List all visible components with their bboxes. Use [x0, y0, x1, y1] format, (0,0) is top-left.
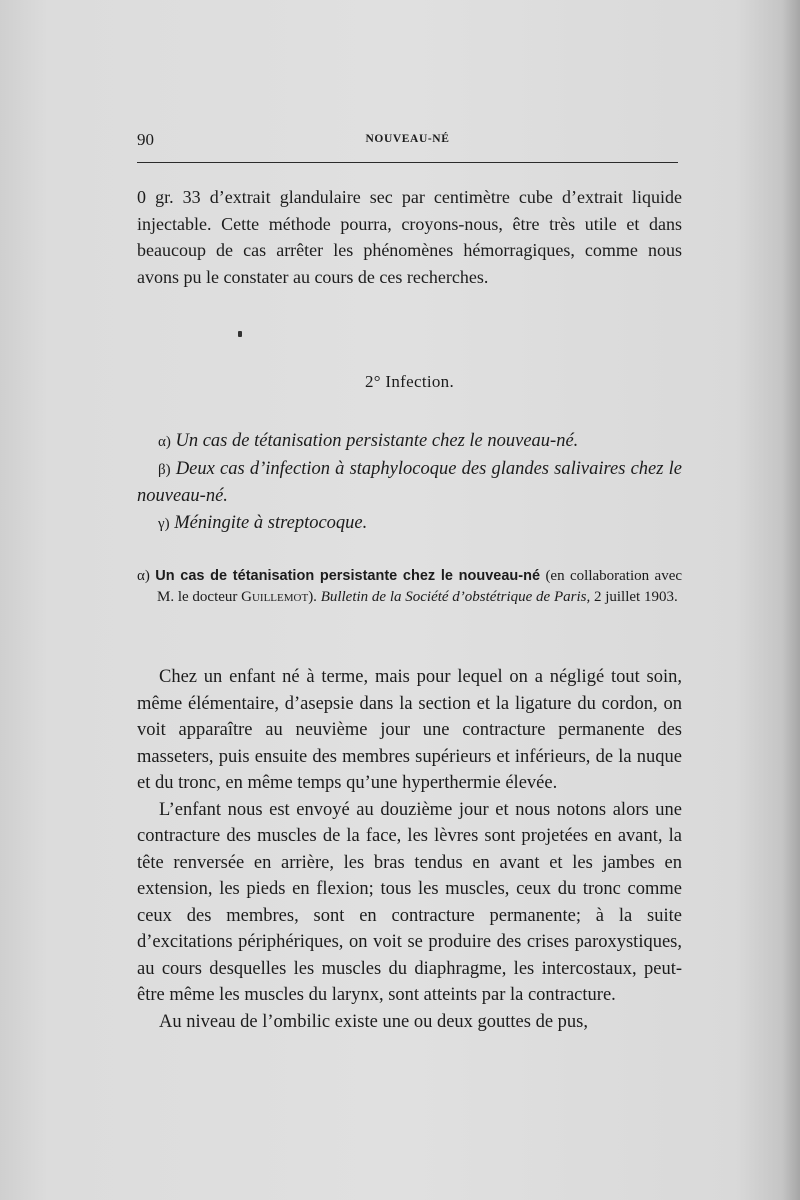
entry-date: 2 juillet 1903.	[593, 588, 678, 605]
bibliographic-entry	[137, 566, 682, 607]
page-number: 90	[137, 130, 154, 149]
entry-collab-prefix: (en collaboration avec M. le docteur	[157, 568, 683, 605]
section-heading: 2° Infection.	[364, 372, 455, 391]
body-paragraph: Chez un enfant né à terme, mais pour lequel on a négligé tout soin, même élémentaire, d’asepsie dans la section et la ligature du cordon, on voit apparaître au neuvième jour une contracture permanente des masseters, puis ensuite des membres supérieurs et inférieurs, de la nuque et du tronc, en même temps qu’une hyperthermie élevée.	[137, 667, 682, 793]
contents-text: Méningite à streptocoque.	[174, 512, 368, 533]
contents-text: Un cas de tétanisation persistante chez le nouveau-né.	[175, 431, 579, 451]
contents-marker: β)	[158, 461, 171, 478]
contents-item-beta	[137, 456, 682, 510]
body-paragraph: Au niveau de l’ombilic existe une ou deux gouttes de pus,	[159, 1011, 589, 1032]
intro-paragraph	[137, 184, 682, 290]
ink-speck	[238, 331, 242, 337]
contents-item-alpha	[137, 428, 682, 456]
contents-list	[137, 428, 682, 537]
entry-title: Un cas de tétanisation persistante chez le nouveau-né	[155, 568, 541, 584]
contents-marker: γ)	[158, 515, 170, 532]
entry-collab-name: Guillemot	[241, 588, 309, 605]
contents-marker: α)	[158, 434, 171, 450]
contents-item-gamma	[137, 510, 682, 538]
entry-journal: Bulletin de la Société d’obstétrique de Paris,	[320, 588, 591, 605]
body-paragraph: L’enfant nous est envoyé au douzième jour et nous notons alors une contracture des muscles de la face, les lèvres sont projetées en avant, la tête renversée en arrière, les bras tendus en avant et les jambes en extension, les pieds en flexion; tous les muscles, ceux du tronc comme ceux des membres, sont en contracture permanente; à la suite d’excitations périphériques, on voit se produire des crises paroxystiques, au cours desquelles les muscles du diaphragme, les intercostaux, peut-être même les muscles du larynx, sont atteints par la contracture.	[137, 799, 682, 1005]
contents-text: Deux cas d’infection à staphylocoque des glandes salivaires chez le nouveau-né.	[137, 458, 682, 506]
running-title: NOUVEAU-NÉ	[365, 133, 450, 145]
body-text	[137, 664, 682, 1035]
intro-paragraph-text: 0 gr. 33 d’extrait glandulaire sec par centimètre cube d’extrait liquide injectable. Cette méthode pourra, croyons-nous, être très utile et dans beaucoup de cas arrêter les phénomènes hémorragiques, comme nous avons pu le constater au cours de ces recherches.	[137, 187, 682, 287]
header-rule	[137, 162, 678, 163]
entry-marker: α)	[137, 568, 150, 584]
page-header	[137, 130, 678, 152]
page-edge-shadow	[782, 0, 800, 1200]
entry-collab-suffix: ).	[308, 588, 317, 605]
entry-text	[137, 566, 682, 607]
